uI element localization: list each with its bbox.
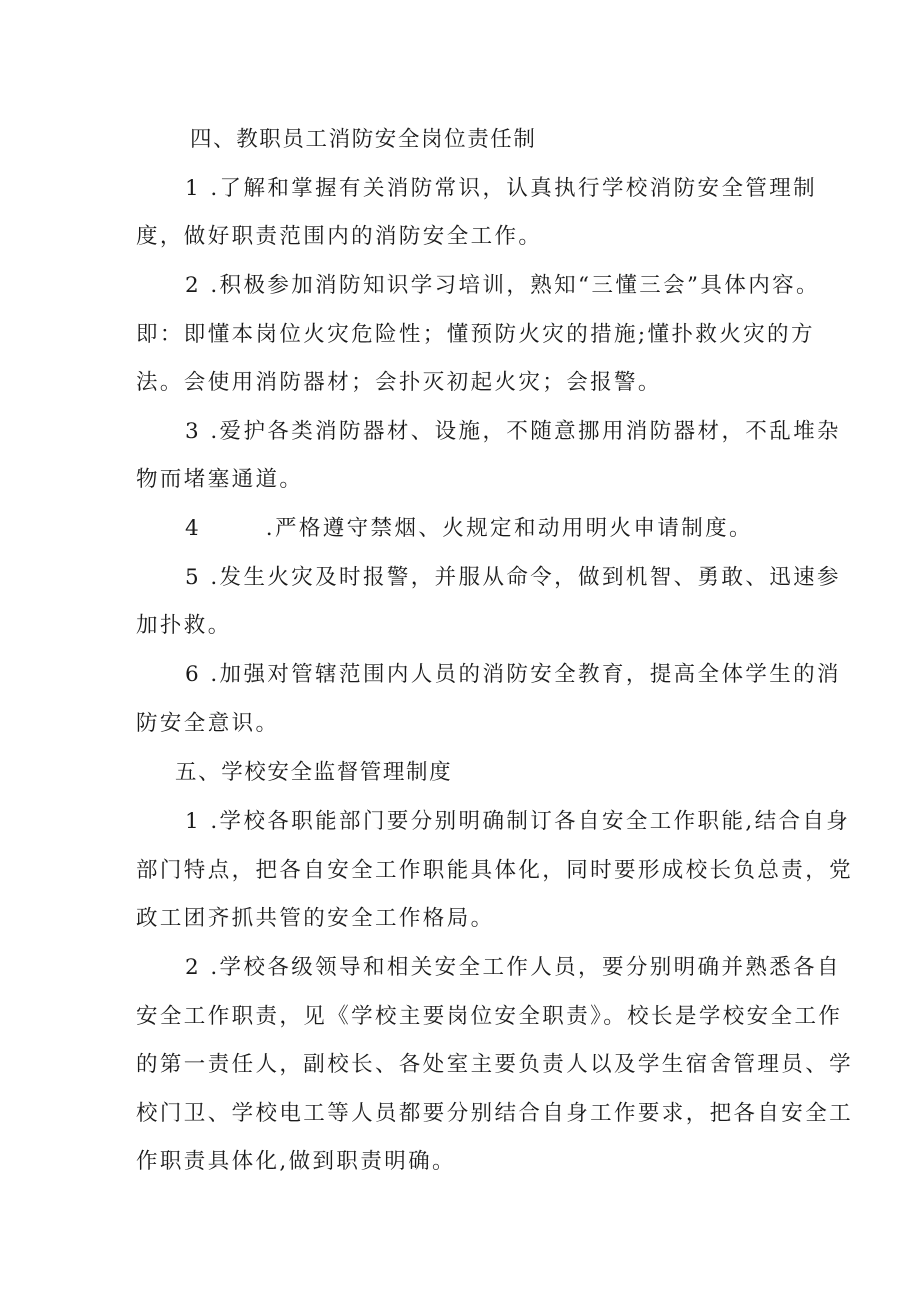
s4-item3-line1: 3 .爱护各类消防器材、设施，不随意挪用消防器材，不乱堆杂 bbox=[185, 419, 841, 444]
s5-item2-line1: 2 .学校各级领导和相关安全工作人员，要分别明确并熟悉各自 bbox=[185, 955, 841, 980]
s5-item1-line1: 1 .学校各职能部门要分别明确制订各自安全工作职能,结合自身 bbox=[185, 809, 851, 834]
s4-item5-line1: 5 .发生火灾及时报警，并服从命令，做到机智、勇敢、迅速参 bbox=[185, 565, 841, 590]
s4-item4-line1: 4 .严格遵守禁烟、火规定和动用明火申请制度。 bbox=[185, 516, 753, 541]
s4-item1-line1: 1 .了解和掌握有关消防常识，认真执行学校消防安全管理制 bbox=[185, 176, 818, 201]
s5-item2-line4: 校门卫、学校电工等人员都要分别结合自身工作要求，把各自安全工 bbox=[136, 1101, 854, 1126]
s5-item1-line3: 政工团齐抓共管的安全工作格局。 bbox=[136, 906, 495, 931]
s5-item1-line2: 部门特点，把各自安全工作职能具体化，同时要形成校长负总责，党 bbox=[136, 858, 854, 883]
section4-heading: 四、教职员工消防安全岗位责任制 bbox=[190, 127, 537, 152]
s4-item5-line2: 加扑救。 bbox=[136, 613, 232, 638]
s4-item2-line3: 法。会使用消防器材；会扑灭初起火灾；会报警。 bbox=[136, 370, 662, 395]
s4-item6-line1: 6 .加强对管辖范围内人员的消防安全教育，提高全体学生的消 bbox=[185, 662, 841, 687]
s4-item1-line2: 度，做好职责范围内的消防安全工作。 bbox=[136, 224, 543, 249]
section5-heading: 五、学校安全监督管理制度 bbox=[175, 760, 453, 785]
s4-item3-line2: 物而堵塞通道。 bbox=[136, 467, 304, 492]
s5-item2-line3: 的第一责任人，副校长、各处室主要负责人以及学生宿舍管理员、学 bbox=[136, 1052, 854, 1077]
s4-item2-line2: 即：即懂本岗位火灾危险性；懂预防火灾的措施;懂扑救火灾的方 bbox=[136, 322, 815, 347]
s4-item6-line2: 防安全意识。 bbox=[136, 711, 280, 736]
s4-item2-line1: 2 .积极参加消防知识学习培训，熟知“三懂三会”具体内容。 bbox=[185, 273, 820, 298]
s5-item2-line2: 安全工作职责，见《学校主要岗位安全职责》。校长是学校安全工作 bbox=[136, 1004, 843, 1029]
s5-item2-line5: 作职责具体化,做到职责明确。 bbox=[136, 1149, 456, 1174]
